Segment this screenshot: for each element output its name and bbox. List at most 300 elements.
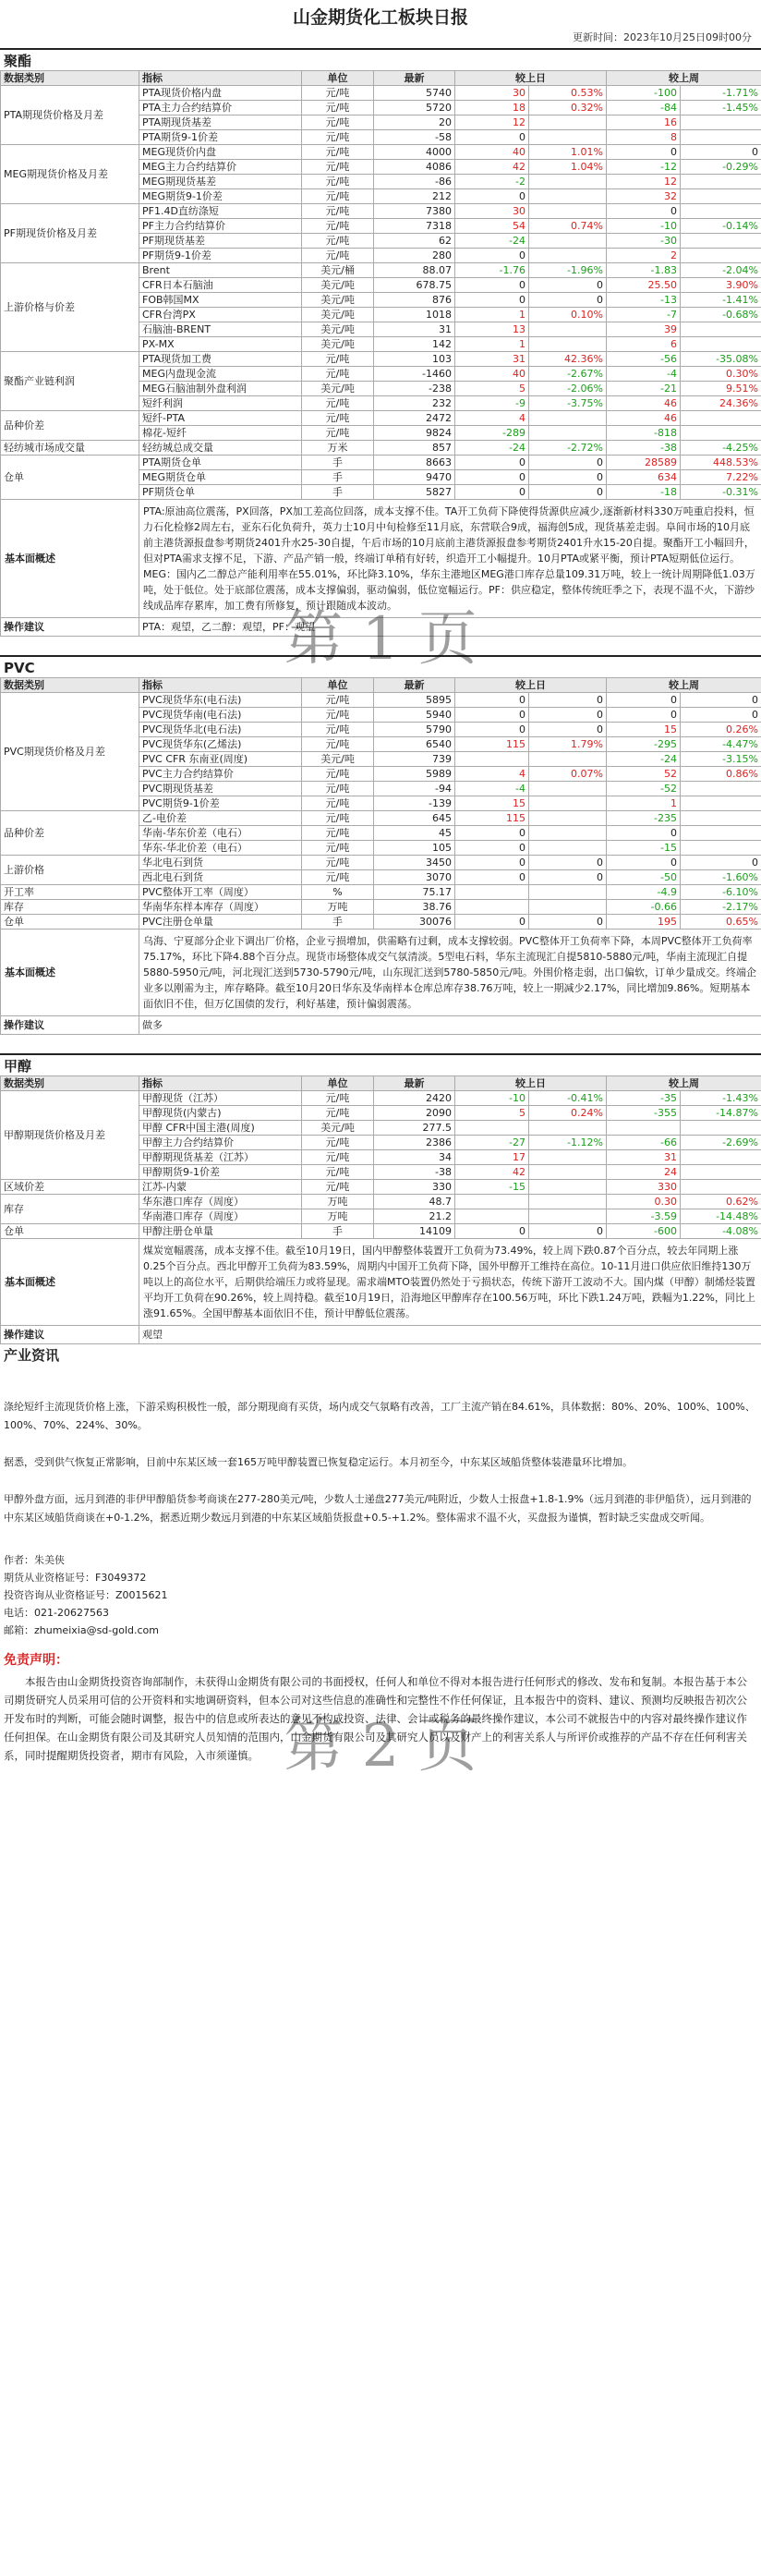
indicator-cell: 棉花-短纤 (139, 426, 302, 441)
latest-cell: 876 (374, 293, 455, 308)
day-change-pct-cell (529, 841, 607, 856)
indicator-cell: PVC现货华东(电石法) (139, 693, 302, 708)
latest-cell: 14109 (374, 1224, 455, 1239)
latest-cell: -38 (374, 1165, 455, 1180)
table-row (1, 1224, 761, 1239)
col-week-change: 较上周 (607, 71, 761, 86)
day-change-cell: 0 (455, 249, 529, 263)
week-change-cell: 46 (607, 396, 681, 411)
indicator-cell: MEG石脑油制外盘利润 (139, 382, 302, 396)
latest-cell: 5790 (374, 723, 455, 737)
day-change-pct-cell: 0 (529, 485, 607, 500)
table-row (1, 1195, 761, 1209)
unit-cell: 手 (302, 1224, 374, 1239)
week-change-pct-cell: -35.08% (681, 352, 761, 367)
unit-cell: 元/吨 (302, 426, 374, 441)
indicator-cell: 华北电石到货 (139, 856, 302, 870)
week-change-cell: 12 (607, 175, 681, 189)
col-day-change: 较上日 (455, 71, 607, 86)
week-change-cell: -818 (607, 426, 681, 441)
day-change-pct-cell: 0 (529, 708, 607, 723)
unit-cell: 美元/吨 (302, 278, 374, 293)
indicator-cell: 甲醇 CFR中国主港(周度) (139, 1121, 302, 1136)
latest-cell: 5720 (374, 101, 455, 115)
week-change-pct-cell: -4.47% (681, 737, 761, 752)
category-cell: 区域价差 (1, 1180, 139, 1195)
day-change-pct-cell: -1.12% (529, 1136, 607, 1150)
latest-cell: 6540 (374, 737, 455, 752)
table-row (1, 693, 761, 708)
col-day-change: 较上日 (455, 1076, 607, 1091)
operation-text: 做多 (139, 1016, 761, 1035)
indicator-cell: 短纤-PTA (139, 411, 302, 426)
day-change-cell: 0 (455, 189, 529, 204)
day-change-cell: 0 (455, 278, 529, 293)
week-change-pct-cell: 0 (681, 708, 761, 723)
day-change-pct-cell (529, 1150, 607, 1165)
table-row (1, 411, 761, 426)
day-change-pct-cell (529, 115, 607, 130)
day-change-pct-cell (529, 189, 607, 204)
col-indicator: 指标 (139, 71, 302, 86)
week-change-pct-cell: -2.04% (681, 263, 761, 278)
industry-paragraph: 甲醇外盘方面，远月到港的非伊甲醇船货参考商谈在277-280美元/吨，少数人士递盘277美元/吨附近，少数人士报盘+1.8-1.9%（远月到港的非伊船货），远月到港的中东某区域船货商谈在+0-1.2%，据悉近期少数远月到港的中东某区域船货报盘+0.5-+1.2%。整体需求不温不火，买盘报为谨慎，暂时缺乏实盘成交听闻。 (4, 1493, 752, 1524)
unit-cell: 元/吨 (302, 411, 374, 426)
week-change-pct-cell: -14.87% (681, 1106, 761, 1121)
day-change-cell (455, 885, 529, 900)
latest-cell: 4086 (374, 160, 455, 175)
day-change-cell: 0 (455, 870, 529, 885)
week-change-cell: 634 (607, 470, 681, 485)
indicator-cell: 华东-华北价差（电石） (139, 841, 302, 856)
operation-row (1, 1016, 761, 1035)
indicator-cell: PTA期货仓单 (139, 456, 302, 470)
unit-cell: 元/吨 (302, 811, 374, 826)
week-change-cell: 46 (607, 411, 681, 426)
week-change-pct-cell: 0 (681, 856, 761, 870)
week-change-cell: 2 (607, 249, 681, 263)
page-watermark-2: 第 2 页 (284, 1712, 477, 1780)
table-row (1, 204, 761, 219)
day-change-pct-cell (529, 1195, 607, 1209)
data-table (0, 70, 761, 637)
day-change-pct-cell (529, 826, 607, 841)
day-change-pct-cell (529, 1209, 607, 1224)
section-title: 聚酯 (0, 48, 761, 70)
unit-cell: 元/吨 (302, 767, 374, 782)
latest-cell: 62 (374, 234, 455, 249)
operation-label: 操作建议 (1, 1326, 139, 1344)
unit-cell: 元/吨 (302, 1136, 374, 1150)
table-row (1, 900, 761, 915)
author-email: 邮箱：zhumeixia@sd-gold.com (4, 1624, 159, 1636)
day-change-pct-cell: 1.79% (529, 737, 607, 752)
industry-paragraph: 涤纶短纤主流现货价格上涨，下游采购积极性一般，部分期现商有买货，场内成交气氛略有改善，工厂主流产销在84.61%，具体数据：80%、20%、100%、100%、100%、70%、224%、30%。 (4, 1401, 755, 1431)
week-change-pct-cell: -1.43% (681, 1091, 761, 1106)
day-change-cell (455, 900, 529, 915)
latest-cell: 45 (374, 826, 455, 841)
day-change-pct-cell (529, 130, 607, 145)
day-change-cell: 31 (455, 352, 529, 367)
category-cell: PVC期现货价格及月差 (1, 693, 139, 811)
day-change-pct-cell: 0 (529, 693, 607, 708)
operation-text: PTA：观望，乙二醇：观望，PF：观望 (139, 618, 761, 637)
day-change-cell: 4 (455, 767, 529, 782)
latest-cell: 739 (374, 752, 455, 767)
latest-cell: 678.75 (374, 278, 455, 293)
summary-row (1, 500, 761, 618)
day-change-cell: -24 (455, 234, 529, 249)
day-change-pct-cell: 0.07% (529, 767, 607, 782)
week-change-cell: 0 (607, 856, 681, 870)
col-unit: 单位 (302, 1076, 374, 1091)
day-change-cell: 15 (455, 796, 529, 811)
author-name: 作者：朱美侠 (4, 1554, 65, 1566)
day-change-cell: -4 (455, 782, 529, 796)
latest-cell: 5989 (374, 767, 455, 782)
indicator-cell: 甲醇主力合约结算价 (139, 1136, 302, 1150)
category-cell: 上游价格 (1, 856, 139, 885)
day-change-pct-cell: 0.10% (529, 308, 607, 322)
unit-cell: 手 (302, 470, 374, 485)
week-change-cell: -100 (607, 86, 681, 101)
week-change-pct-cell (681, 204, 761, 219)
unit-cell: 元/吨 (302, 204, 374, 219)
week-change-pct-cell (681, 841, 761, 856)
day-change-cell: 0 (455, 1224, 529, 1239)
week-change-pct-cell (681, 796, 761, 811)
day-change-cell: 1 (455, 337, 529, 352)
week-change-pct-cell: 7.22% (681, 470, 761, 485)
week-change-cell: -21 (607, 382, 681, 396)
week-change-pct-cell: -14.48% (681, 1209, 761, 1224)
day-change-pct-cell (529, 322, 607, 337)
page-watermark-1: 第 1 页 (284, 605, 477, 674)
indicator-cell: PVC整体开工率（周度） (139, 885, 302, 900)
day-change-cell: 1 (455, 308, 529, 322)
latest-cell: 38.76 (374, 900, 455, 915)
week-change-pct-cell (681, 1121, 761, 1136)
week-change-cell: 1 (607, 796, 681, 811)
week-change-cell: -4 (607, 367, 681, 382)
table-row (1, 441, 761, 456)
author-info (0, 1551, 761, 1639)
day-change-cell: 54 (455, 219, 529, 234)
indicator-cell: 甲醇注册仓单量 (139, 1224, 302, 1239)
table-row (1, 1180, 761, 1195)
week-change-pct-cell: 9.51% (681, 382, 761, 396)
day-change-cell: 13 (455, 322, 529, 337)
category-cell: MEG期现货价格及月差 (1, 145, 139, 204)
table-row (1, 86, 761, 101)
latest-cell: 2386 (374, 1136, 455, 1150)
day-change-pct-cell (529, 426, 607, 441)
col-latest: 最新 (374, 678, 455, 693)
week-change-cell: -355 (607, 1106, 681, 1121)
unit-cell: 元/吨 (302, 189, 374, 204)
latest-cell: 9824 (374, 426, 455, 441)
day-change-cell: 42 (455, 1165, 529, 1180)
day-change-cell (455, 1195, 529, 1209)
indicator-cell: PTA期现货基差 (139, 115, 302, 130)
latest-cell: 34 (374, 1150, 455, 1165)
day-change-cell: 17 (455, 1150, 529, 1165)
day-change-pct-cell: 0 (529, 456, 607, 470)
latest-cell: 4000 (374, 145, 455, 160)
indicator-cell: PVC注册仓单量 (139, 915, 302, 930)
day-change-cell: 4 (455, 411, 529, 426)
summary-row (1, 930, 761, 1016)
day-change-cell: -1.76 (455, 263, 529, 278)
week-change-cell: 6 (607, 337, 681, 352)
week-change-pct-cell (681, 811, 761, 826)
week-change-cell: -295 (607, 737, 681, 752)
day-change-pct-cell (529, 752, 607, 767)
week-change-cell: -3.59 (607, 1209, 681, 1224)
latest-cell: 232 (374, 396, 455, 411)
week-change-cell: 24 (607, 1165, 681, 1180)
col-indicator: 指标 (139, 1076, 302, 1091)
indicator-cell: 甲醇期货9-1价差 (139, 1165, 302, 1180)
indicator-cell: PTA期货9-1价差 (139, 130, 302, 145)
summary-label: 基本面概述 (1, 1239, 139, 1326)
latest-cell: -139 (374, 796, 455, 811)
unit-cell: 元/吨 (302, 782, 374, 796)
indicator-cell: PVC现货华北(电石法) (139, 723, 302, 737)
day-change-pct-cell (529, 1121, 607, 1136)
week-change-cell: -50 (607, 870, 681, 885)
day-change-cell: 0 (455, 723, 529, 737)
week-change-pct-cell: -4.08% (681, 1224, 761, 1239)
day-change-pct-cell: -2.06% (529, 382, 607, 396)
indicator-cell: PVC主力合约结算价 (139, 767, 302, 782)
latest-cell: 2090 (374, 1106, 455, 1121)
category-cell: 开工率 (1, 885, 139, 900)
week-change-pct-cell: -3.15% (681, 752, 761, 767)
week-change-cell: -56 (607, 352, 681, 367)
week-change-pct-cell: 0.62% (681, 1195, 761, 1209)
week-change-cell: -235 (607, 811, 681, 826)
latest-cell: 280 (374, 249, 455, 263)
table-row (1, 811, 761, 826)
category-cell: PTA期现货价格及月差 (1, 86, 139, 145)
indicator-cell: MEG期货9-1价差 (139, 189, 302, 204)
day-change-pct-cell (529, 234, 607, 249)
col-indicator: 指标 (139, 678, 302, 693)
col-unit: 单位 (302, 71, 374, 86)
latest-cell: 9470 (374, 470, 455, 485)
day-change-pct-cell: 0 (529, 470, 607, 485)
week-change-pct-cell (681, 1165, 761, 1180)
operation-row (1, 1326, 761, 1344)
day-change-pct-cell: 0.24% (529, 1106, 607, 1121)
indicator-cell: 石脑油-BRENT (139, 322, 302, 337)
unit-cell: 元/吨 (302, 796, 374, 811)
day-change-cell: 30 (455, 86, 529, 101)
week-change-pct-cell: -1.60% (681, 870, 761, 885)
operation-row (1, 618, 761, 637)
unit-cell: 万吨 (302, 900, 374, 915)
week-change-cell: 39 (607, 322, 681, 337)
unit-cell: 万吨 (302, 1195, 374, 1209)
report-sections (0, 48, 761, 1344)
col-category: 数据类别 (1, 678, 139, 693)
summary-row (1, 1239, 761, 1326)
unit-cell: 元/吨 (302, 723, 374, 737)
indicator-cell: PVC期货9-1价差 (139, 796, 302, 811)
latest-cell: 8663 (374, 456, 455, 470)
disclaimer-text: 本报告由山金期货投资咨询部制作，未获得山金期货有限公司的书面授权，任何人和单位不得对本报告进行任何形式的修改、发布和复制。本报告基于本公司期货研究人员采用可信的公开资料和实地调研资料，但本公司对这些信息的准确性和完整性不作任何保证，且本报告中的资料、建议、预测均反映报告初次公开发布时的判断，可能会随时调整，报告中的信息或所表达的意见不构成投资、法律、会计或税务的最终操作建议，本公司不就报告中的内容对最终操作建议作任何担保。在山金期货有限公司及其研究人员知情的范围内，山金期货有限公司及其研究人员以及财产上的利害关系人与所评价或推荐的产品不存在任何利害关系，同时提醒期货投资者，期市有风险，入市须谨慎。 (4, 1675, 747, 1762)
col-unit: 单位 (302, 678, 374, 693)
day-change-cell: -15 (455, 1180, 529, 1195)
table-header-row (1, 71, 761, 86)
unit-cell: % (302, 885, 374, 900)
latest-cell: 3450 (374, 856, 455, 870)
unit-cell: 元/吨 (302, 708, 374, 723)
week-change-pct-cell: 0 (681, 693, 761, 708)
col-week-change: 较上周 (607, 678, 761, 693)
indicator-cell: 甲醇期现货基差（江苏） (139, 1150, 302, 1165)
week-change-pct-cell: 0.65% (681, 915, 761, 930)
latest-cell: 5740 (374, 86, 455, 101)
table-row (1, 856, 761, 870)
day-change-pct-cell (529, 782, 607, 796)
week-change-pct-cell: -2.17% (681, 900, 761, 915)
latest-cell: 5940 (374, 708, 455, 723)
latest-cell: 857 (374, 441, 455, 456)
indicator-cell: PF期货9-1价差 (139, 249, 302, 263)
indicator-cell: PF期现货基差 (139, 234, 302, 249)
day-change-cell: 5 (455, 1106, 529, 1121)
day-change-pct-cell: 0 (529, 278, 607, 293)
day-change-cell: -27 (455, 1136, 529, 1150)
week-change-cell: -35 (607, 1091, 681, 1106)
category-cell: 库存 (1, 1195, 139, 1224)
day-change-pct-cell: 1.01% (529, 145, 607, 160)
week-change-pct-cell: -0.68% (681, 308, 761, 322)
latest-cell: -1460 (374, 367, 455, 382)
indicator-cell: FOB韩国MX (139, 293, 302, 308)
day-change-pct-cell (529, 811, 607, 826)
unit-cell: 元/吨 (302, 693, 374, 708)
day-change-cell: 0 (455, 293, 529, 308)
day-change-pct-cell: 0 (529, 1224, 607, 1239)
table-row (1, 885, 761, 900)
latest-cell: 212 (374, 189, 455, 204)
week-change-cell: 25.50 (607, 278, 681, 293)
day-change-cell: 12 (455, 115, 529, 130)
day-change-pct-cell: 0.74% (529, 219, 607, 234)
week-change-cell: -15 (607, 841, 681, 856)
week-change-cell: -7 (607, 308, 681, 322)
indicator-cell: MEG内盘现金流 (139, 367, 302, 382)
summary-text: PTA:原油高位震荡，PX回落，PX加工差高位回落，成本支撑不佳。TA开工负荷下降使得货源供应减少,逐渐新材料330万吨重启投料，恒力石化检修2周左右，亚东石化负荷升，英力士10月中旬检修至11月底，东营联合9成，福海创5成，现货基差走弱。阜间市场的10月底前主港货源报盘参考期货2401升水25-30自提，午后市场的10月底前主港货源报盘参考期货2401升水15-20自提。聚酯开工小幅回升，但对PTA需求支撑不足，下游、产品产销一般，终端订单稍有好转，织造开工小幅提升。10月PTA或紧平衡，预计PTA短期低位运行。MEG：国内乙二醇总产能利用率在55.01%，环比降3.10%，华东主港地区MEG港口库存总量109.31万吨，较上一统计周期降低1.03万吨，处于低位。处于底部位震荡，成本支撑偏弱，驱动偏弱，低位宽幅运行。PF：供应稳定，整体传统旺季之下，表现不温不火，下游纱线成品库存累库，加工费有所修复，预计跟随成本波动。 (139, 500, 761, 618)
day-change-cell (455, 1121, 529, 1136)
week-change-pct-cell (681, 322, 761, 337)
unit-cell: 元/吨 (302, 352, 374, 367)
week-change-cell: 32 (607, 189, 681, 204)
unit-cell: 元/吨 (302, 870, 374, 885)
indicator-cell: 华南华东样本库存（周度） (139, 900, 302, 915)
indicator-cell: PTA现货价格内盘 (139, 86, 302, 101)
category-cell: 品种价差 (1, 411, 139, 441)
indicator-cell: PVC期现货基差 (139, 782, 302, 796)
week-change-pct-cell: 3.90% (681, 278, 761, 293)
section-title: 甲醇 (0, 1053, 761, 1075)
day-change-pct-cell: 0 (529, 915, 607, 930)
unit-cell: 元/吨 (302, 841, 374, 856)
disclaimer-title: 免责声明： (4, 1653, 68, 1668)
unit-cell: 手 (302, 915, 374, 930)
week-change-pct-cell: 0.30% (681, 367, 761, 382)
day-change-pct-cell (529, 885, 607, 900)
unit-cell: 手 (302, 485, 374, 500)
week-change-pct-cell (681, 411, 761, 426)
unit-cell: 元/吨 (302, 130, 374, 145)
data-table (0, 1075, 761, 1344)
author-license: 期货从业资格证号：F3049372 (4, 1572, 147, 1584)
day-change-pct-cell: 0 (529, 856, 607, 870)
unit-cell: 元/吨 (302, 175, 374, 189)
day-change-pct-cell (529, 1180, 607, 1195)
category-cell: 库存 (1, 900, 139, 915)
week-change-pct-cell (681, 426, 761, 441)
day-change-pct-cell: 1.04% (529, 160, 607, 175)
day-change-pct-cell (529, 796, 607, 811)
table-row (1, 1091, 761, 1106)
week-change-cell: 31 (607, 1150, 681, 1165)
day-change-pct-cell: -0.41% (529, 1091, 607, 1106)
indicator-cell: MEG现货价内盘 (139, 145, 302, 160)
day-change-pct-cell: -1.96% (529, 263, 607, 278)
day-change-pct-cell (529, 175, 607, 189)
latest-cell: 5895 (374, 693, 455, 708)
week-change-pct-cell: -2.69% (681, 1136, 761, 1150)
week-change-pct-cell: 448.53% (681, 456, 761, 470)
indicator-cell: Brent (139, 263, 302, 278)
day-change-pct-cell (529, 1165, 607, 1180)
latest-cell: -86 (374, 175, 455, 189)
unit-cell: 手 (302, 456, 374, 470)
unit-cell: 元/吨 (302, 856, 374, 870)
indicator-cell: 轻纺城总成交量 (139, 441, 302, 456)
latest-cell: 3070 (374, 870, 455, 885)
day-change-cell: 0 (455, 841, 529, 856)
latest-cell: 21.2 (374, 1209, 455, 1224)
indicator-cell: PTA主力合约结算价 (139, 101, 302, 115)
category-cell: 仓单 (1, 1224, 139, 1239)
day-change-pct-cell (529, 249, 607, 263)
table-header-row (1, 1076, 761, 1091)
unit-cell: 美元/吨 (302, 308, 374, 322)
week-change-pct-cell: -6.10% (681, 885, 761, 900)
week-change-cell: 0 (607, 708, 681, 723)
unit-cell: 元/吨 (302, 1150, 374, 1165)
day-change-cell: 115 (455, 737, 529, 752)
day-change-cell (455, 752, 529, 767)
category-cell: 轻纺城市场成交量 (1, 441, 139, 456)
unit-cell: 美元/吨 (302, 322, 374, 337)
day-change-pct-cell (529, 411, 607, 426)
indicator-cell: MEG主力合约结算价 (139, 160, 302, 175)
latest-cell: 7318 (374, 219, 455, 234)
week-change-cell: 16 (607, 115, 681, 130)
week-change-pct-cell (681, 130, 761, 145)
unit-cell: 元/吨 (302, 115, 374, 130)
day-change-cell: 42 (455, 160, 529, 175)
latest-cell: 142 (374, 337, 455, 352)
unit-cell: 美元/桶 (302, 263, 374, 278)
